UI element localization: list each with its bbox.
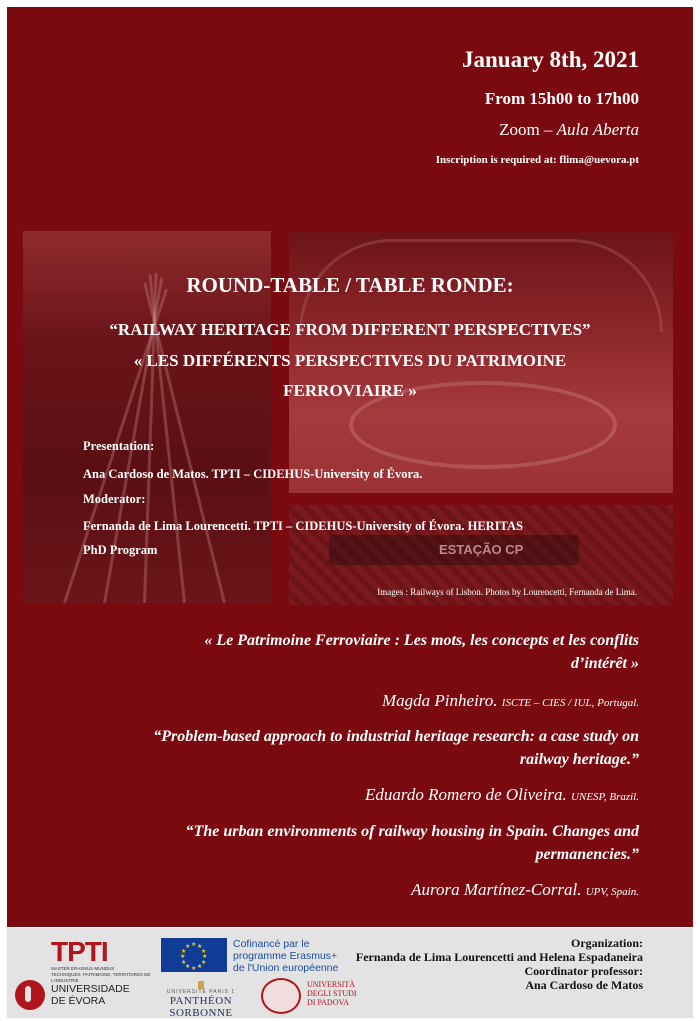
event-venue [499,120,639,140]
venue-platform: Zoom – [499,120,557,139]
padova-seal-icon [261,978,301,1014]
moderator-label: Moderator: [83,492,146,506]
venue-name: Aula Aberta [556,120,639,139]
moderator-name-cont: PhD Program [83,543,158,557]
talk-title: “The urban environments of railway housing in Spain. Changes and permanencies.” [185,823,639,863]
eu-flag-icon: ★ ★ ★ ★ ★ ★ ★ ★ ★ ★ ★ ★ [161,938,227,972]
erasmus-text [233,938,338,974]
tpti-subtitle-2: TECHNIQUES, PATRIMOINE, TERRITOIRES DE L'INDUSTRIE [51,972,151,983]
tpti-logo-text: TPTI [51,936,108,967]
talk-speaker [411,880,639,900]
erasmus-text-3: de l'Union européenne [233,962,339,974]
padova-text-2: DEGLI STUDI [307,989,357,998]
presentation-label: Presentation: [83,439,155,453]
sorbonne-text-2: PANTHÉON SORBONNE [169,995,233,1019]
coordinator-name: Ana Cardoso de Matos [525,978,643,992]
moderator-name: Fernanda de Lima Lourencetti. TPTI – CIDEHUS-University of Évora. HERITAS [83,519,523,533]
roundtable-subtitle-en: “RAILWAY HERITAGE FROM DIFFERENT PERSPECTIVES” [109,320,591,339]
evora-text-1: UNIVERSIDADE [51,983,130,995]
event-date: January 8th, 2021 [462,47,639,72]
sorbonne-text-1: UNIVERSITÉ PARIS 1 [166,989,236,995]
organization-label: Organization: [571,936,643,950]
speaker-name: Eduardo Romero de Oliveira. [365,785,567,804]
sorbonne-column-icon [198,981,204,989]
padova-text [307,980,357,1007]
padova-text-1: UNIVERSITÀ [307,980,355,989]
tpti-logo [51,938,151,984]
presentation-name: Ana Cardoso de Matos. TPTI – CIDEHUS-University of Évora. [83,467,423,481]
talk-speaker [382,691,639,711]
roundtable-subtitle-fr-2: FERROVIAIRE » [283,381,417,400]
image-caption: Images : Railways of Lisbon. Photos by Lourencetti, Fernanda de Lima. [377,587,637,597]
organization-names: Fernanda de Lima Lourencetti and Helena Espadaneira [355,950,643,964]
evora-seal-icon [15,980,45,1010]
speaker-name: Aurora Martínez-Corral. [411,880,582,899]
talk-title: “Problem-based approach to industrial heritage research: a case study on railway heritage.” [153,728,639,768]
evora-logo [15,980,145,1014]
evora-text-2: DE ÉVORA [51,995,106,1007]
event-time: From 15h00 to 17h00 [484,89,639,108]
sorbonne-logo [145,980,257,1019]
talk-title: « Le Patrimoine Ferroviaire : Les mots, les concepts et les conflits d’intérêt » [204,632,639,672]
station-sign: ESTAÇÃO CP [329,535,579,565]
tpti-subtitle: MASTER ERASMUS MUNDUS [51,966,115,971]
erasmus-text-1: Cofinancé par le [233,938,310,950]
speaker-affiliation: ISCTE – CIES / IUL, Portugal. [501,697,639,709]
roundtable-subtitle-fr: « LES DIFFÉRENTS PERSPECTIVES DU PATRIMOINE [133,351,567,370]
speaker-name: Magda Pinheiro. [382,691,498,710]
speaker-affiliation: UNESP, Brazil. [571,791,639,803]
coordinator-label: Coordinator professor: [524,964,643,978]
talk-speaker [365,785,639,805]
roundtable-title: ROUND-TABLE / TABLE RONDE: [186,273,514,297]
padova-text-3: DI PADOVA [307,998,350,1007]
speaker-affiliation: UPV, Spain. [585,886,639,898]
inscription-note: Inscription is required at: flima@uevora.pt [435,154,639,166]
erasmus-text-2: programme Erasmus+ [233,950,338,962]
poster [7,7,693,927]
sponsor-footer [7,928,693,1018]
